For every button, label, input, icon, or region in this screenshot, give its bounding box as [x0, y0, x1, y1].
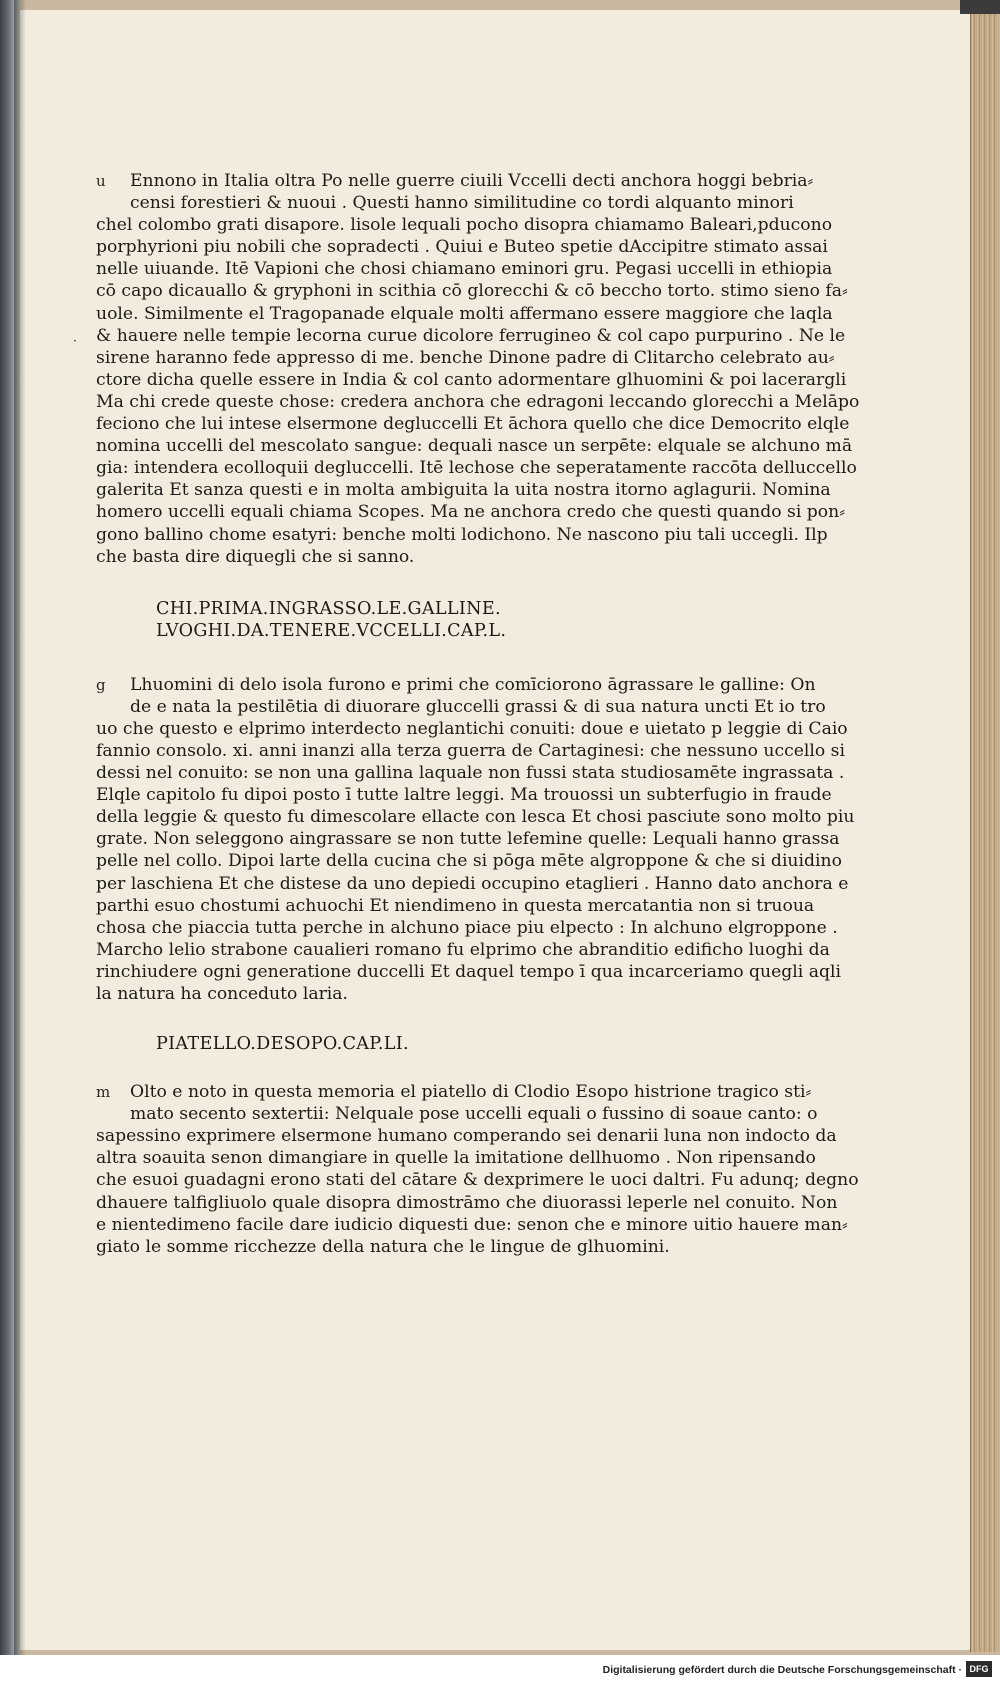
text-line: uole. Similmente el Tragopanade elquale molti affermano essere maggiore che laqla: [96, 303, 833, 324]
footer-credit: Digitalisierung gefördert durch die Deutsche Forschungsgemeinschaft ·: [602, 1664, 962, 1676]
text-line: Lhuomini di delo isola furono e primi che comīciorono āgrassare le galline: On: [130, 674, 816, 695]
text-line: altra soauita senon dimangiare in quelle la imitatione dellhuomo . Non ripensando: [96, 1148, 816, 1169]
text-line: cō capo dicauallo & gryphoni in scithia cō glorecchi & cō beccho torto. stimo sieno fa⸗: [96, 281, 848, 302]
text-line: sirene haranno fede appresso di me. benche Dinone padre di Clitarcho celebrato au⸗: [96, 347, 835, 368]
chapter-heading-li: [96, 1033, 736, 1055]
heading-line: CHI.PRIMA.INGRASSO.LE.GALLINE.: [156, 598, 501, 619]
guide-letter: u: [96, 172, 106, 190]
text-line: che basta dire diquegli che si sanno.: [96, 546, 415, 567]
text-line: porphyrioni piu nobili che sopradecti . Quiui e Buteo spetie dAccipitre stimato assai: [96, 237, 828, 258]
text-line: dessi nel conuito: se non una gallina laquale non fussi stata studiosamēte ingrassata .: [96, 763, 845, 784]
text-line: mato secento sextertii: Nelquale pose uccelli equali o fussino di soaue canto: o: [130, 1104, 818, 1125]
text-block: [96, 170, 860, 1258]
text-line: feciono che lui intese elsermone degluccelli Et āchora quello che dice Democrito elqle: [96, 414, 850, 435]
text-line: de e nata la pestilētia di diuorare gluccelli grassi & di sua natura uncti Et io tro: [130, 696, 826, 717]
paragraph-1: [96, 170, 860, 568]
text-line: la natura ha conceduto laria.: [96, 984, 349, 1004]
text-line: censi forestieri & nuoui . Questi hanno similitudine co tordi alquanto minori: [130, 193, 794, 214]
heading-line: LVOGHI.DA.TENERE.VCCELLI.CAP.L.: [156, 620, 507, 641]
heading-line: PIATELLO.DESOPO.CAP.LI.: [156, 1034, 409, 1055]
margin-mark: ·: [73, 334, 77, 348]
text-line: gono ballino chome esatyri: benche molti lodichono. Ne nascono piu tali uccegli. Ilp: [96, 524, 828, 545]
text-line: homero uccelli equali chiama Scopes. Ma ne anchora credo che questi quando si pon⸗: [96, 502, 845, 523]
text-line: ctore dicha quelle essere in India & col canto adormentare glhuomini & poi lacerargli: [96, 369, 847, 390]
text-line: Elqle capitolo fu dipoi posto ī tutte laltre leggi. Ma trouossi un subterfugio in fraude: [96, 785, 832, 806]
guide-letter: g: [96, 675, 106, 694]
text-line: per laschiena Et che distese da uno depiedi occupino etaglieri . Hanno dato anchora e: [96, 873, 849, 894]
text-line: parthi esuo chostumi achuochi Et niendimeno in questa mercatantia non si truoua: [96, 895, 815, 916]
text-line: grate. Non seleggono aingrassare se non tutte lefemine quelle: Lequali hanno grassa: [96, 829, 840, 850]
page-edge-stack: [970, 12, 999, 1652]
spine-shadow: [14, 0, 26, 1655]
text-line: galerita Et sanza questi e in molta ambiguita la uita nostra itorno aglagurii. Nomina: [96, 480, 831, 501]
text-line: sapessino exprimere elsermone humano comperando sei denarii luna non indocto da: [96, 1126, 837, 1147]
paragraph-2: [96, 674, 855, 1005]
text-line: gia: intendera ecolloquii degluccelli. Itē lechose che seperatamente raccōta delluccello: [96, 458, 857, 479]
text-line: Ma chi crede queste chose: credera anchora che edragoni leccando glorecchi a Melāpo: [96, 391, 860, 412]
text-line: chel colombo grati disapore. lisole lequali pocho disopra chiamamo Baleari,pducono: [96, 215, 833, 236]
text-line: giato le somme ricchezze della natura che le lingue de glhuomini.: [96, 1236, 670, 1257]
text-line: della leggie & questo fu dimescolare ellacte con lesca Et chosi pasciute sono molto piu: [96, 807, 855, 828]
text-line: fannio consolo. xi. anni inanzi alla terza guerra de Cartaginesi: che nessuno uccello si: [96, 740, 845, 761]
text-line: che esuoi guadagni erono stati del cātare & dexprimere le uoci daltri. Fu adunq; degno: [96, 1170, 859, 1191]
text-line: rinchiudere ogni generatione duccelli Et daquel tempo ī qua incarceriamo quegli aqli: [96, 961, 842, 982]
text-line: Marcho lelio strabone caualieri romano fu elprimo che abranditio edificho luoghi da: [96, 939, 830, 960]
text-line: e nientedimeno facile dare iudicio diquesti due: senon che e minore uitio hauere man⸗: [96, 1214, 848, 1235]
text-line: dhauere talfigliuolo quale disopra dimostrāmo che diuorassi leperle nel conuito. Non: [96, 1192, 838, 1213]
text-line: chosa che piaccia tutta perche in alchuno piace piu elpecto : In alchuno elgroppone .: [96, 917, 838, 938]
text-line: nomina uccelli del mescolato sangue: dequali nasce un serpēte: elquale se alchuno mā: [96, 436, 853, 457]
text-line: pelle nel collo. Dipoi larte della cucina che si pōga mēte algroppone & che si diuidino: [96, 851, 842, 872]
paragraph-3: [96, 1081, 859, 1258]
page-edge-corner: [960, 0, 1000, 14]
text-line: & hauere nelle tempie lecorna curue dicolore ferrugineo & col capo purpurino . Ne le: [96, 325, 846, 346]
dfg-logo: DFG: [966, 1661, 992, 1677]
guide-letter: m: [96, 1083, 111, 1102]
text-line: Olto e noto in questa memoria el piatello di Clodio Esopo histrione tragico sti⸗: [130, 1082, 812, 1103]
chapter-heading-l: [96, 598, 736, 642]
text-line: nelle uiuande. Itē Vapioni che chosi chiamano eminori gru. Pegasi uccelli in ethiopia: [96, 259, 833, 280]
text-line: uo che questo e elprimo interdecto neglantichi conuiti: doue e uietato p leggie di Caio: [96, 718, 848, 739]
text-line: Ennono in Italia oltra Po nelle guerre ciuili Vccelli decti anchora hoggi bebria⸗: [130, 171, 814, 191]
